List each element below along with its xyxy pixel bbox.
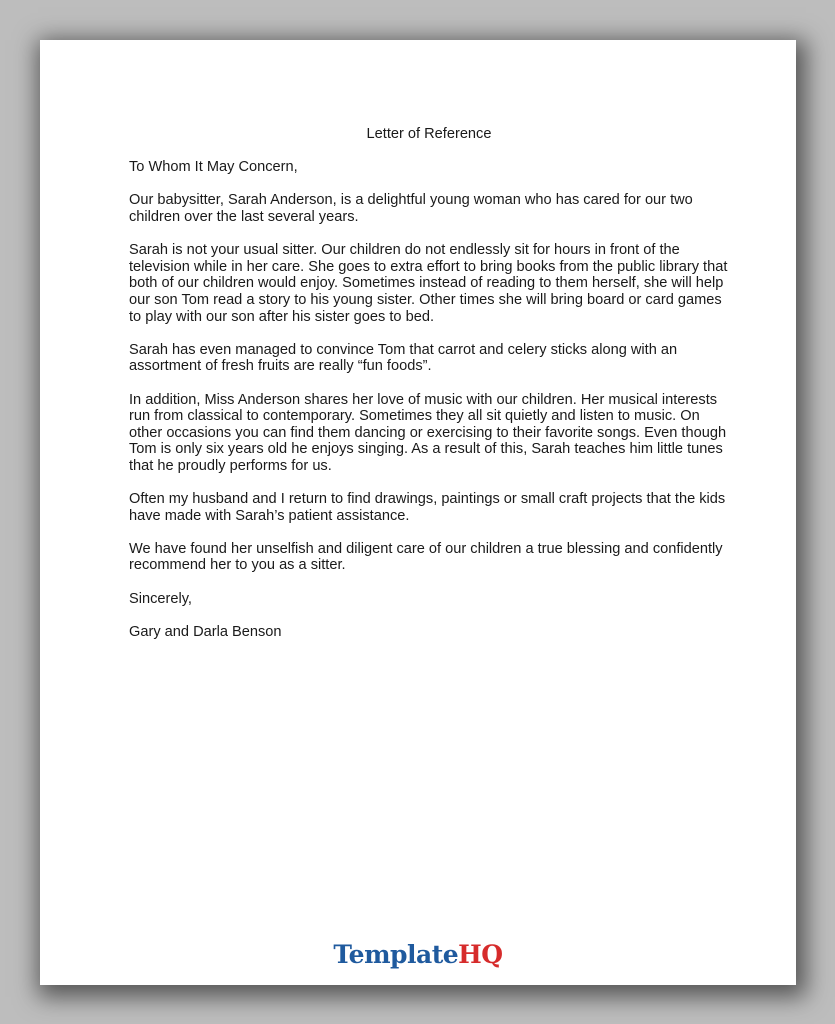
salutation: To Whom It May Concern,	[129, 159, 298, 176]
letter-body	[129, 126, 729, 657]
paragraph-crafts: Often my husband and I return to find drawings, paintings or small craft projects that the kids have made with Sarah’s patient assistance.	[129, 491, 726, 524]
paragraph-recommendation: We have found her unselfish and diligent care of our children a true blessing and confidently recommend her to you as a sitter.	[129, 540, 723, 574]
closing: Sincerely,	[129, 590, 192, 607]
paragraph-music: In addition, Miss Anderson shares her love of music with our children. Her musical interests run from classical to contemporary. Sometimes they all sit quietly and listen to music. On other occasions you can find them dancing or exercising to their favorite songs. Even though Tom is only six years old he enjoys singing. As a result of this, Sarah teaches him little tunes that he proudly performs for us.	[129, 391, 727, 474]
templatehq-logo	[40, 940, 796, 969]
letter-page	[40, 40, 796, 985]
signature: Gary and Darla Benson	[129, 623, 282, 640]
paragraph-intro: Our babysitter, Sarah Anderson, is a delightful young woman who has cared for our two children over the last several years.	[129, 192, 693, 225]
paragraph-activities: Sarah is not your usual sitter. Our children do not endlessly sit for hours in front of the television while in her care. She goes to extra effort to bring books from the public library that both of our children would enjoy. Sometimes instead of reading to them herself, she will help our son Tom read a story to his young sister. Other times she will bring board or card games to play with our son after his sister goes to bed.	[129, 242, 728, 325]
letter-title: Letter of Reference	[366, 126, 492, 142]
logo-text-hq: HQ	[458, 940, 503, 969]
logo-text-template: Template	[333, 940, 459, 969]
paragraph-food: Sarah has even managed to convince Tom that carrot and celery sticks along with an assortment of fresh fruits are really “fun foods”.	[129, 341, 678, 375]
